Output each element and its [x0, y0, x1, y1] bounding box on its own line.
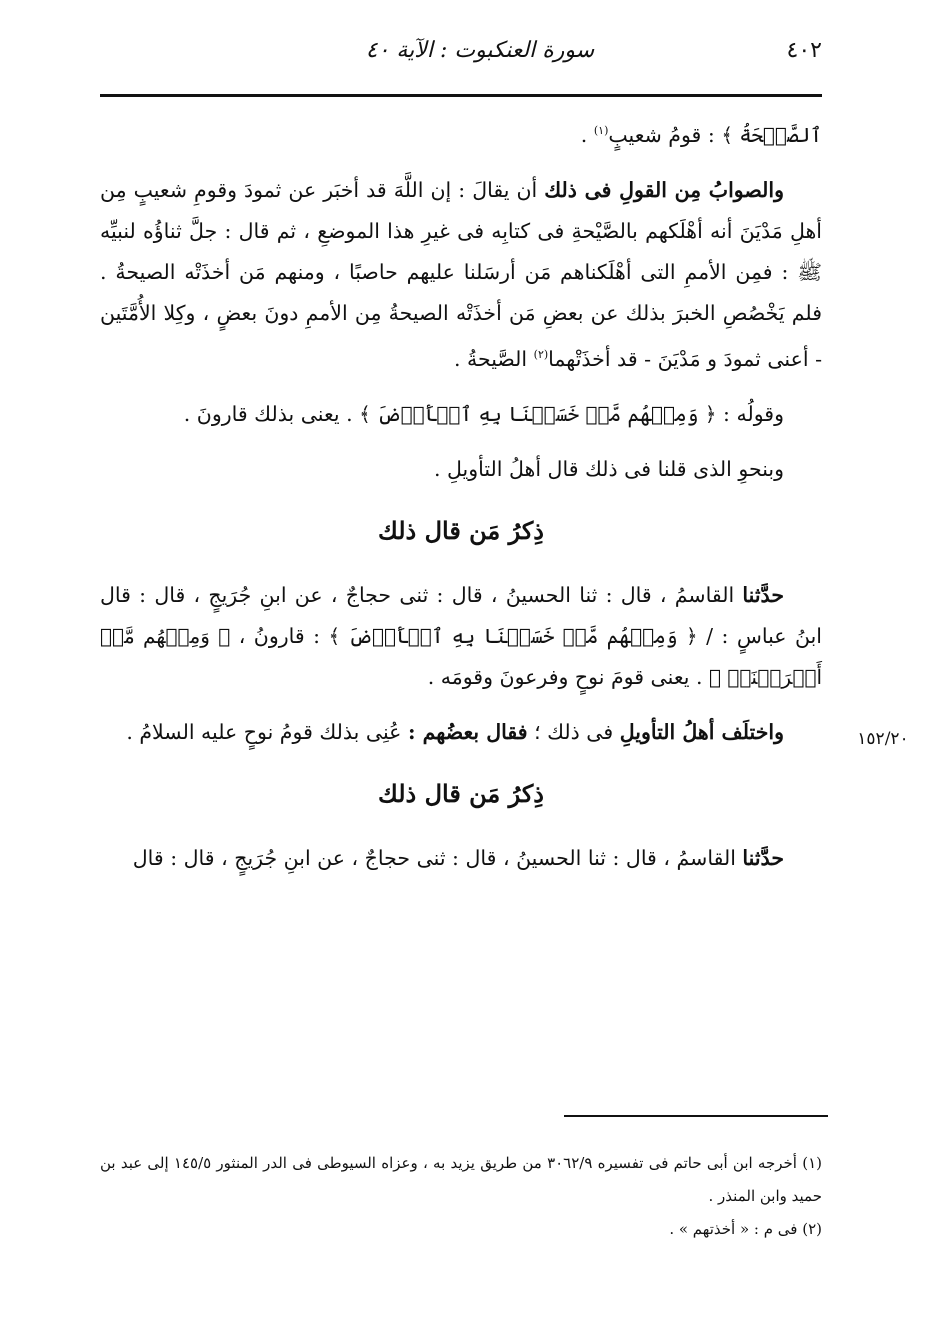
quran-verse-end: ٱلصَّيۡحَةُ ﴾ [721, 122, 822, 147]
footnote-rule [564, 1115, 828, 1117]
quran-verse-1: ﴿ وَمِنۡهُم مَّنۡ خَسَفۡنَا بِهِ ٱلۡأَرۡضَ ﴾ [328, 623, 698, 648]
footnotes [100, 1147, 822, 1246]
footnote-2: (٢) فى م : « أخذتهم » . [669, 1220, 822, 1238]
quran-verse-2: ﴿ وَمِنۡهُم مَّنۡ أَغۡرَقۡنَاۚ ﴾ [100, 623, 822, 689]
footnote-ref-1[interactable]: (١) [593, 124, 609, 137]
page-number: ٤٠٢ [786, 38, 822, 63]
paragraph-2 [100, 394, 822, 435]
running-title: سورة العنكبوت : الآية ٤٠ [365, 38, 595, 63]
paragraph-end: . [580, 122, 588, 147]
commentary-text-2: . يعنى قومَ نوحٍ وفرعونَ وقومَه . [427, 664, 703, 689]
header-rule [100, 94, 822, 97]
paragraph-3 [100, 449, 822, 490]
commentary-text: : قارونُ ، [238, 623, 321, 648]
main-text [100, 110, 822, 893]
paragraph-prefix: وقولُه : [723, 401, 784, 426]
bold-lead: والصوابُ مِن القولِ فى ذلك [544, 177, 785, 202]
bold-lead: حدَّثنا [742, 582, 784, 607]
paragraph-text: أن يقالَ : إن اللَّهَ قد أخبَر عن ثمودَ وقومِ شعيبٍ مِن أهلِ مَدْيَنَ أنه أهْلَكهم بالصَّيْحةِ فى كتابِه فى غيرِ هذا الموضعِ ، ثم قال : جلَّ ثناؤُه لنبيِّه ﷺ : فمِن الأممِ التى أهْلَكناهم مَن أرسَلنا عليهم حاصبًا ، ومنهم مَن أخذَتْه الصيحةُ . فلم يَخْصُصِ الخبرَ بذلك عن بعضِ مَن أخذَتْه الصيحةُ مِن الأممِ دونَ بعضٍ ، وكِلا الأُمَّتَين - أعنى ثمودَ و مَدْيَنَ - قد أخذَتْهما [100, 177, 822, 371]
footnote-1: (١) أخرجه ابن أبى حاتم فى تفسيره ٣٠٦٢/٩ من طريق يزيد به ، وعزاه السيوطى فى الدر المنثور ١٤٥/٥ إلى عبد بن حميد وابن المنذر . [100, 1154, 822, 1205]
paragraph-end: الصَّيحةُ . [453, 346, 528, 371]
paragraph-0 [100, 110, 822, 156]
paragraph-6 [100, 838, 822, 879]
paragraph-text: : قومُ شعيبٍ [608, 122, 715, 147]
isnad-text: القاسمُ ، قال : ثنا الحسينُ ، قال : ثنى حجاجٌ ، عن ابنِ جُرَيجٍ ، قال : قال ابنُ عباسٍ : / [100, 582, 822, 648]
section-heading-1: ذِكرُ مَن قال ذلك [378, 515, 544, 545]
running-header [100, 34, 822, 74]
paragraph-1 [100, 170, 822, 380]
bold-lead: واختلَف أهلُ التأويلِ [619, 719, 784, 744]
bold-phrase: فقال بعضُهم : [407, 719, 528, 744]
margin-reference: ١٥٢/٢٠ [857, 729, 909, 749]
paragraph-5 [100, 712, 822, 753]
paragraph-suffix: . يعنى بذلك قارونَ . [183, 401, 353, 426]
bold-lead: حدَّثنا [742, 845, 784, 870]
section-heading-2: ذِكرُ مَن قال ذلك [378, 778, 544, 808]
paragraph-text: وبنحوِ الذى قلنا فى ذلك قال أهلُ التأويلِ . [433, 456, 784, 481]
paragraph-text: فى ذلك ؛ [534, 719, 614, 744]
paragraph-text: القاسمُ ، قال : ثنا الحسينُ ، قال : ثنى حجاجٌ ، عن ابنِ جُرَيجٍ ، قال : قال [132, 845, 736, 870]
footnote-ref-2[interactable]: (٢) [533, 347, 549, 361]
quran-verse: ﴿ وَمِنۡهُم مَّنۡ خَسَفۡنَا بِهِ ٱلۡأَرۡضَ ﴾ [359, 401, 717, 426]
paragraph-text-2: عُنِى بذلك قومُ نوحٍ عليه السلامُ . [126, 719, 402, 744]
paragraph-4 [100, 575, 822, 698]
